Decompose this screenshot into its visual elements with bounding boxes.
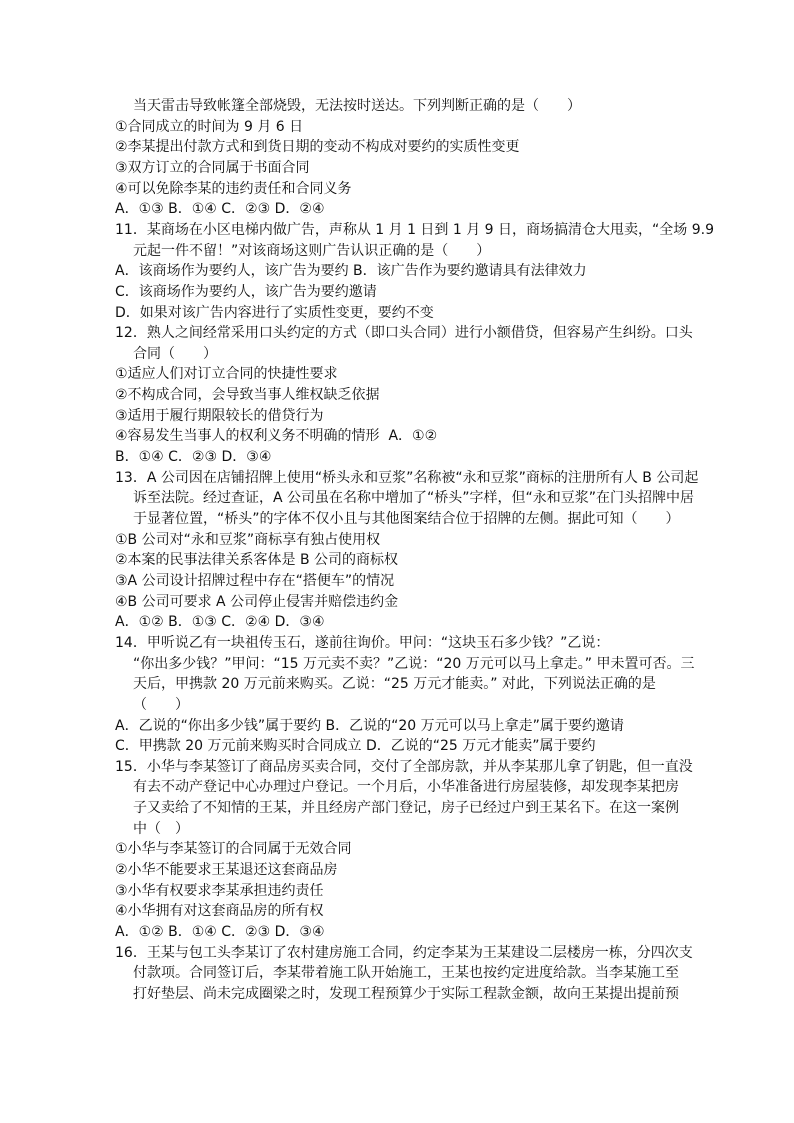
text-line: A．①② B．①③ C．②④ D．③④ bbox=[115, 614, 325, 631]
text-line: 合同（ ） bbox=[133, 345, 217, 362]
text-line: 16．王某与包工头李某订了农村建房施工合同，约定李某为王某建设二层楼房一栋，分四次支 bbox=[115, 944, 693, 961]
text-line: 中（ ） bbox=[133, 820, 189, 837]
text-line: 11．某商场在小区电梯内做广告，声称从 1 月 1 日到 1 月 9 日，商场搞清仓大甩卖，“全场 9.9 bbox=[115, 221, 715, 238]
text-line: ②小华不能要求王某退还这套商品房 bbox=[115, 862, 338, 879]
text-line: ④小华拥有对这套商品房的所有权 bbox=[115, 903, 324, 920]
text-line: ④可以免除李某的违约责任和合同义务 bbox=[115, 180, 352, 197]
text-line: ①小华与李某签订的合同属于无效合同 bbox=[115, 841, 352, 858]
text-line: 付款项。合同签订后，李某带着施工队开始施工，王某也按约定进度给款。当李某施工至 bbox=[133, 965, 679, 982]
text-line: 诉至法院。经过查证，A 公司虽在名称中增加了“桥头”字样，但“永和豆浆”在门头招牌中居 bbox=[133, 490, 695, 507]
text-line: （ ） bbox=[133, 696, 189, 713]
text-line: 天后，甲携款 20 万元前来购买。乙说：“25 万元才能卖。” 对此，下列说法正确的是 bbox=[133, 676, 656, 693]
text-line: 元起一件不留！”对该商场这则广告认识正确的是（ ） bbox=[133, 242, 491, 259]
text-line: 12．熟人之间经常采用口头约定的方式（即口头合同）进行小额借贷，但容易产生纠纷。口头 bbox=[115, 325, 693, 342]
text-line: 于显著位置，“桥头”的字体不仅小且与其他图案结合位于招牌的左侧。据此可知（ ） bbox=[133, 511, 680, 527]
text-line: ①适应人们对订立合同的快捷性要求 bbox=[115, 366, 338, 383]
text-line: 有去不动产登记中心办理过户登记。一个月后，小华准备进行房屋装修，却发现李某把房 bbox=[133, 779, 679, 796]
text-line: A．该商场作为要约人，该广告为要约 B．该广告作为要约邀请具有法律效力 bbox=[115, 263, 587, 280]
text-line: 当天雷击导致帐篷全部烧毁，无法按时送达。下列判断正确的是（ ） bbox=[133, 98, 581, 114]
text-line: ②本案的民事法律关系客体是 B 公司的商标权 bbox=[115, 552, 399, 569]
text-line: ③小华有权要求李某承担违约责任 bbox=[115, 882, 324, 899]
text-line: ④B 公司可要求 A 公司停止侵害并赔偿违约金 bbox=[115, 593, 399, 610]
text-line: C．甲携款 20 万元前来购买时合同成立 D．乙说的“25 万元才能卖”属于要约 bbox=[115, 738, 596, 755]
text-line: ①合同成立的时间为 9 月 6 日 bbox=[115, 118, 304, 135]
text-line: B．①④ C．②③ D．③④ bbox=[115, 449, 272, 466]
text-line: ③双方订立的合同属于书面合同 bbox=[115, 159, 310, 176]
text-line: 14．甲听说乙有一块祖传玉石，遂前往询价。甲问：“这块玉石多少钱？”乙说： bbox=[115, 634, 610, 651]
text-line: ③适用于履行期限较长的借贷行为 bbox=[115, 407, 324, 424]
text-line: A．乙说的“你出多少钱”属于要约 B．乙说的“20 万元可以马上拿走”属于要约邀请 bbox=[115, 717, 624, 734]
text-line: A．①③ B．①④ C．②③ D．②④ bbox=[115, 201, 325, 218]
text-line: D．如果对该广告内容进行了实质性变更，要约不变 bbox=[115, 304, 434, 321]
text-line: 13．A 公司因在店铺招牌上使用“桥头永和豆浆”名称被“永和豆浆”商标的注册所有人 B 公司起 bbox=[115, 469, 699, 486]
text-line: ②李某提出付款方式和到货日期的变动不构成对要约的实质性变更 bbox=[115, 139, 520, 156]
text-line: 15．小华与李某签订了商品房买卖合同，交付了全部房款，并从李某那儿拿了钥匙，但一直没 bbox=[115, 758, 693, 775]
text-line: ③A 公司设计招牌过程中存在“搭便车”的情况 bbox=[115, 572, 395, 589]
text-line: C．该商场作为要约人，该广告为要约邀请 bbox=[115, 283, 377, 300]
text-line: 打好垫层、尚未完成圈梁之时，发现工程预算少于实际工程款金额，故向王某提出提前预 bbox=[133, 985, 679, 1002]
text-line: ①B 公司对“永和豆浆”商标享有独占使用权 bbox=[115, 531, 381, 548]
text-line: ②不构成合同，会导致当事人维权缺乏依据 bbox=[115, 387, 380, 404]
text-line: A．①② B．①④ C．②③ D．③④ bbox=[115, 924, 325, 940]
text-line: 子又卖给了不知情的王某，并且经房产部门登记，房子已经过户到王某名下。在这一案例 bbox=[133, 800, 679, 817]
text-line: “你出多少钱？”甲问：“15 万元卖不卖？”乙说：“20 万元可以马上拿走。” 甲未置可否。三 bbox=[133, 655, 695, 672]
text-line: ④容易发生当事人的权利义务不明确的情形 A．①② bbox=[115, 428, 438, 445]
